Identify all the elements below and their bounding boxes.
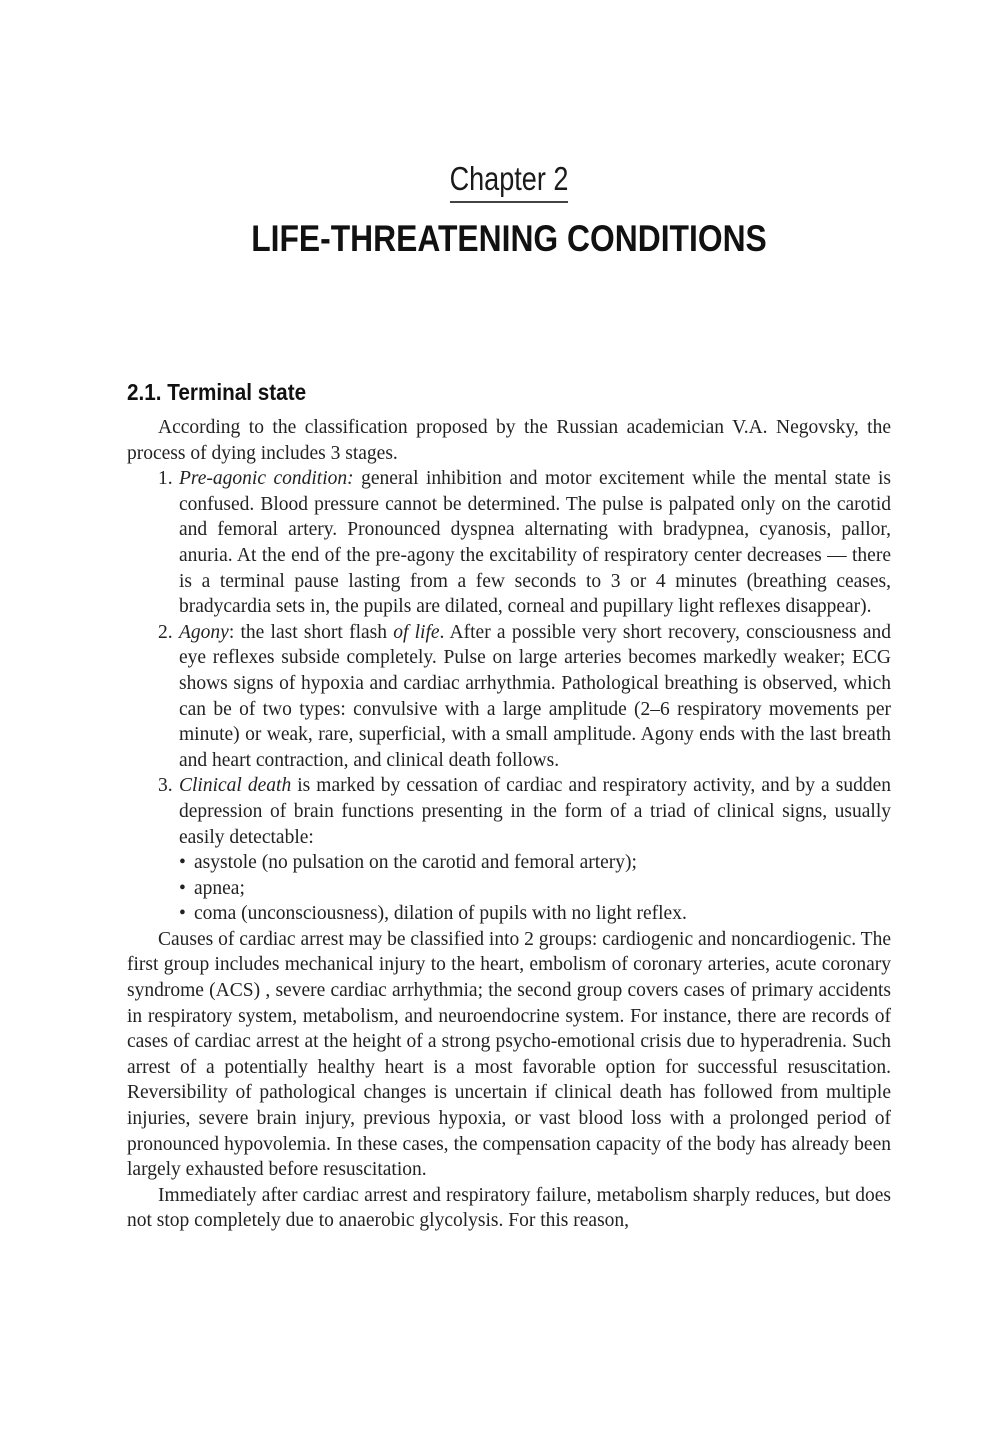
sign-item: • coma (unconsciousness), dilation of pupils with no light reflex. bbox=[179, 901, 891, 927]
stage-emphasis: of life bbox=[393, 621, 440, 643]
stage-number: 3. bbox=[158, 775, 173, 797]
stage-item-clinical-death bbox=[127, 773, 891, 927]
body-text bbox=[127, 415, 891, 1234]
chapter-label: Chapter 2 bbox=[196, 160, 822, 203]
stage-text: . After a possible very short recovery, consciousness and eye reflexes subside completely. Pulse on large arteries becomes markedly weaker; ECG shows signs of hypoxia and cardiac arrhythmia. Pathological breathing is observed, which can be of two types: convulsive with a large amplitude (2–6 respiratory movements per minute) or weak, rare, superficial, with a small amplitude. Agony ends with the last breath and heart contraction, and clinical death follows. bbox=[179, 621, 891, 771]
stage-text: : the last short flash bbox=[228, 621, 394, 643]
stage-term: Clinical death bbox=[179, 775, 292, 797]
stage-text: is marked by cessation of cardiac and respiratory activity, and by a sudden depression of brain functions presenting in the form of a triad of clinical signs, usually easily detectable: bbox=[179, 775, 891, 848]
stage-item-agony bbox=[127, 620, 891, 774]
stage-number: 2. bbox=[158, 621, 173, 643]
sign-item: • apnea; bbox=[179, 876, 891, 902]
clinical-signs-list bbox=[179, 850, 891, 927]
section-heading: 2.1. Terminal state bbox=[127, 379, 307, 405]
metabolism-paragraph: Immediately after cardiac arrest and respiratory failure, metabolism sharply reduces, but does not stop completely due to anaerobic glycolysis. For this reason, bbox=[127, 1184, 891, 1232]
stage-item-pre-agonic bbox=[127, 466, 891, 620]
stage-term: Agony bbox=[179, 621, 229, 643]
stage-term: Pre-agonic condition: bbox=[179, 468, 354, 490]
sign-item: • asystole (no pulsation on the carotid and femoral artery); bbox=[179, 850, 891, 876]
causes-paragraph: Causes of cardiac arrest may be classified into 2 groups: cardiogenic and noncardiogenic. The first group includes mechanical injury to the heart, embolism of coronary arteries, acute coronary syndrome (ACS) , severe cardiac arrhythmia; the second group covers cases of primary accidents in respiratory system, metabolism, and neuroendocrine system. For instance, there are records of cases of cardiac arrest at the height of a strong psycho-emotional crisis due to hyperadrenia. Such arrest of a potentially healthy heart is a most favorable option for successful resuscitation. Reversibility of pathological changes is uncertain if clinical death has followed from multiple injuries, severe brain injury, previous hypoxia, or vast blood loss with a prolonged period of pronounced hypovolemia. In these cases, the compensation capacity of the body has already been largely exhausted before resuscitation. bbox=[127, 928, 891, 1181]
chapter-title: LIFE-THREATENING CONDITIONS bbox=[251, 218, 767, 259]
stage-number: 1. bbox=[158, 468, 173, 490]
stages-list bbox=[127, 466, 891, 927]
stage-text: general inhibition and motor excitement while the mental state is confused. Blood pressure cannot be determined. The pulse is palpated only on the carotid and femoral artery. Pronounced dyspnea alternating with bradypnea, cyanosis, pallor, anuria. At the end of the pre-agony the excitability of respiratory center decreases — there is a terminal pause lasting from a few seconds to 3 or 4 minutes (breathing ceases, bradycardia sets in, the pupils are dilated, corneal and pupillary light reflexes disappear). bbox=[179, 468, 891, 618]
intro-paragraph: According to the classification proposed by the Russian academician V.A. Negovsky, the process of dying includes 3 stages. bbox=[127, 417, 891, 464]
